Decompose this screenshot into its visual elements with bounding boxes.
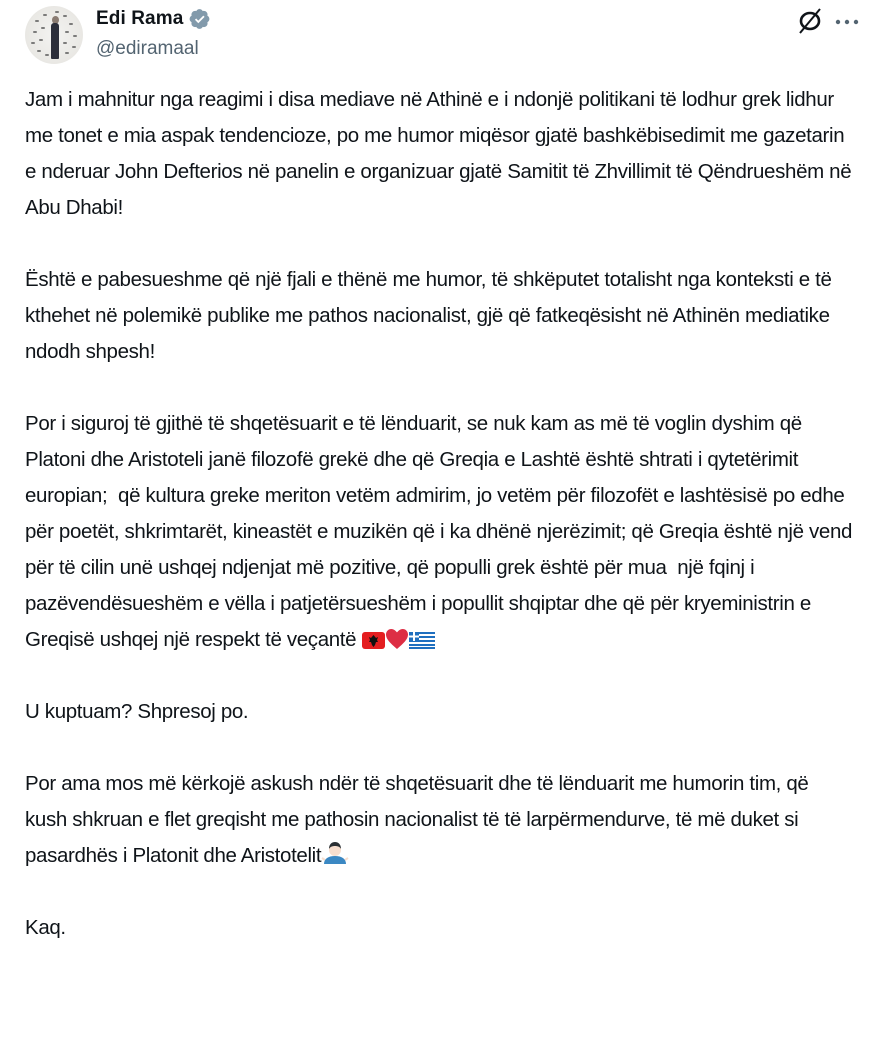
grok-icon[interactable] xyxy=(795,6,825,36)
greece-flag-icon xyxy=(409,630,435,650)
post-paragraph-4: U kuptuam? Shpresoj po. xyxy=(25,700,249,723)
post-paragraph-1: Jam i mahnitur nga reagimi i disa mediave në Athinë e i ndonjë politikani të lodhur grek lidhur me tonet e mia aspak tendencioze, po me humor miqësor gjatë bashkëbisedimit me gazetarin e nderuar John Defterios në panelin e organizuar gjatë Samitit të Zhvillimit të Qëndrueshëm në Abu Dhabi! xyxy=(25,88,856,219)
author-name[interactable]: Edi Rama xyxy=(96,8,184,29)
albania-flag-icon xyxy=(362,630,385,650)
post-paragraph-5 xyxy=(25,766,855,874)
man-shrugging-icon xyxy=(321,840,349,866)
author-handle[interactable]: @ediramaal xyxy=(96,38,199,59)
post-paragraph-3 xyxy=(25,406,858,658)
post-text xyxy=(25,82,858,982)
post-paragraph-3-text: Por i siguroj të gjithë të shqetësuarit e të lënduarit, se nuk kam as më të voglin dyshim që Platoni dhe Aristoteli janë filozofë grekë dhe që Greqia e Lashtë është shtrati i qytetërimit europian; që kultura greke meriton vetëm admirim, jo vetëm për filozofët e lashtësisë po edhe për poetët, shkrimtarët, kineastët e muzikën që i ka dhënë njerëzimit; që Greqia është një vend për të cilin unë ushqej ndjenjat më pozitive, që populli grek është për mua një fqinj i pazëvendësueshëm e vëlla i patjetërsueshëm i popullit shqiptar dhe që për kryeministrin e Greqisë ushqej një respekt të veçantë xyxy=(25,412,858,651)
avatar[interactable] xyxy=(25,6,83,64)
post-header xyxy=(0,0,880,72)
post-paragraph-5-text: Por ama mos më kërkojë askush ndër të shqetësuarit dhe të lënduarit me humorin tim, që kush shkruan e flet greqisht me pathosin nacionalist të të larpërmendurve, të më duket si pasardhës i Platonit dhe Aristotelit xyxy=(25,772,814,867)
verified-badge-icon xyxy=(189,8,211,30)
red-heart-icon xyxy=(385,628,409,650)
post-paragraph-6: Kaq. xyxy=(25,916,66,939)
post-paragraph-2: Është e pabesueshme që një fjali e thënë me humor, të shkëputet totalisht nga konteksti e të kthehet në polemikë publike me pathos nacionalist, gjë që fatkeqësisht në Athinën mediatike ndodh shpesh! xyxy=(25,268,837,363)
more-horizontal-icon[interactable] xyxy=(832,12,862,32)
